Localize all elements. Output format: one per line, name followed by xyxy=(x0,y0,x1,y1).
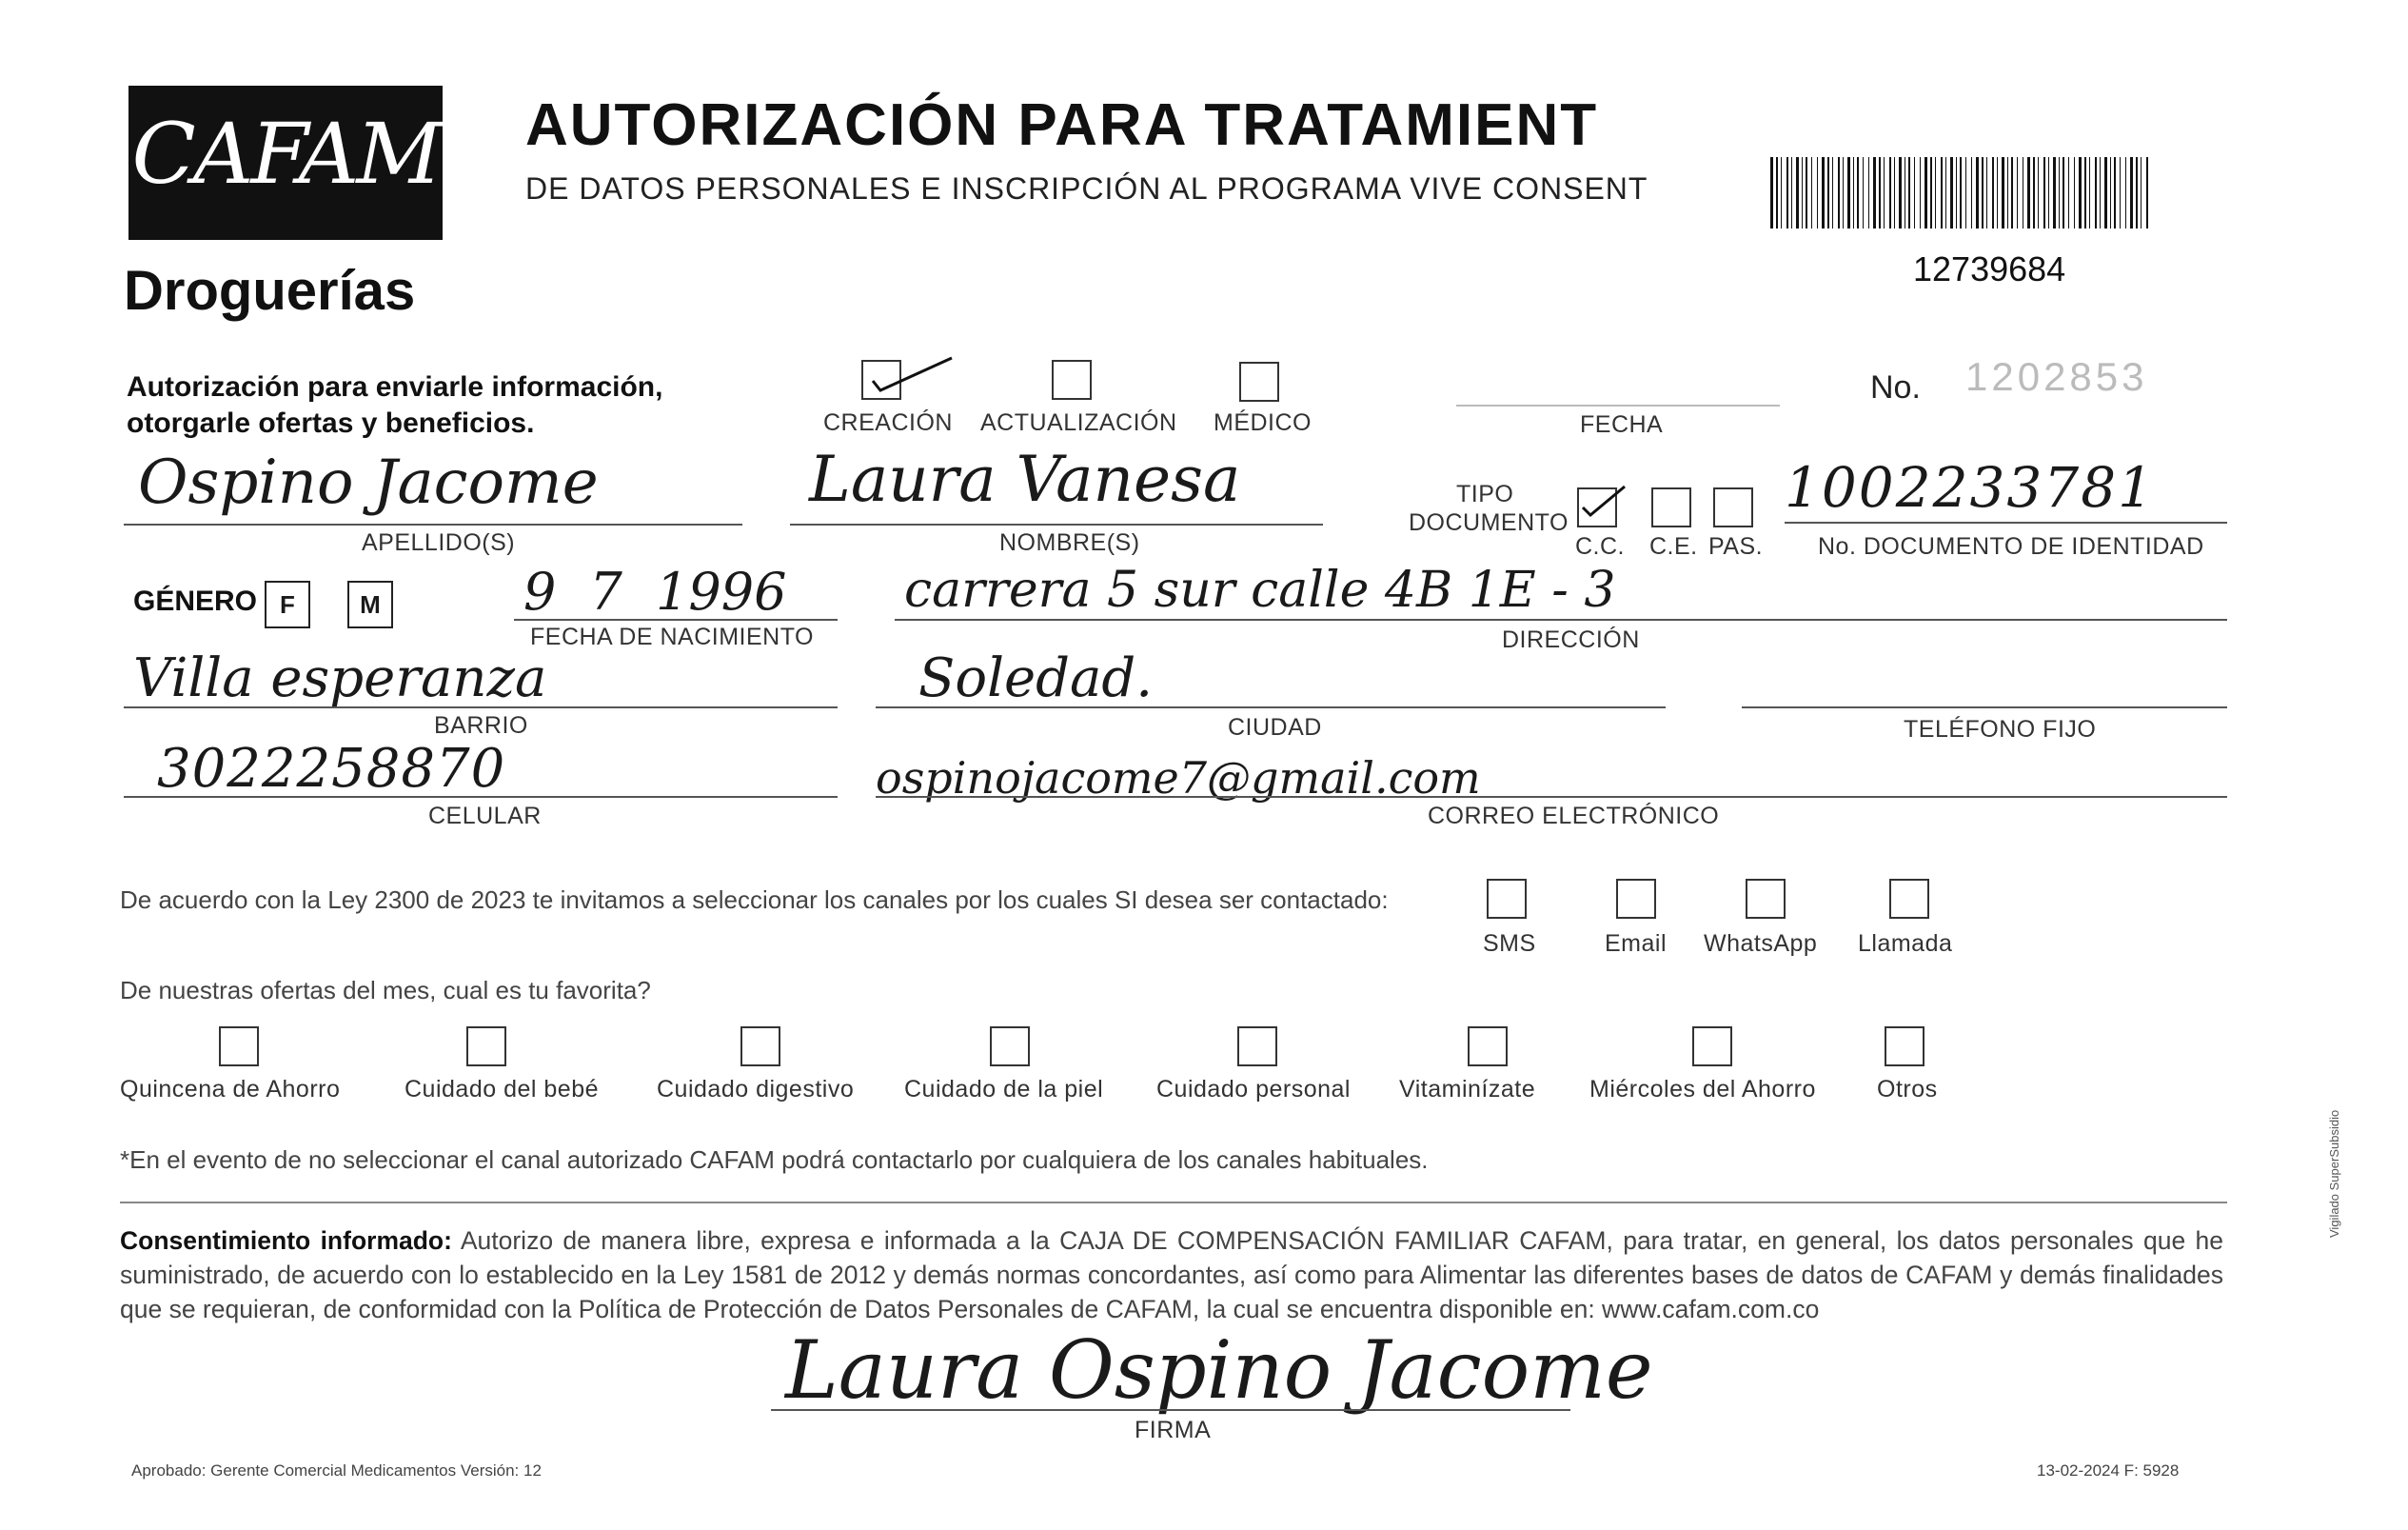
offer-personal-checkbox[interactable] xyxy=(1237,1026,1277,1066)
medico-checkbox[interactable] xyxy=(1239,362,1279,402)
direccion-line xyxy=(895,619,2227,621)
nombres-label: NOMBRE(S) xyxy=(999,529,1140,556)
pas-label: PAS. xyxy=(1708,533,1764,560)
fecha-nacimiento-value: 9 7 1996 xyxy=(523,562,787,622)
medico-label: MÉDICO xyxy=(1214,409,1312,436)
barcode-bar xyxy=(1889,157,1891,229)
barcode-bar xyxy=(2068,157,2069,229)
barcode-bar xyxy=(1982,157,1984,229)
pas-checkbox[interactable] xyxy=(1713,487,1753,527)
offer-bebe-label: Cuidado del bebé xyxy=(405,1076,599,1103)
sms-checkbox[interactable] xyxy=(1487,879,1527,919)
consent-paragraph xyxy=(120,1223,2223,1326)
barcode-bar xyxy=(2100,157,2101,229)
barcode-bar xyxy=(1791,157,1792,229)
brand-name: Droguerías xyxy=(124,260,416,322)
barcode-bar xyxy=(1965,157,1966,229)
barcode-bar xyxy=(2048,157,2049,229)
barcode-bar xyxy=(1992,157,1994,229)
barcode-bar xyxy=(1941,157,1943,229)
barcode-bar xyxy=(2114,157,2116,229)
ce-label: C.E. xyxy=(1649,533,1698,560)
offer-miercoles-checkbox[interactable] xyxy=(1692,1026,1732,1066)
email-checkbox[interactable] xyxy=(1616,879,1656,919)
direccion-label: DIRECCIÓN xyxy=(1502,626,1640,653)
barcode-bar xyxy=(2110,157,2111,229)
correo-value: ospinojacome7@gmail.com xyxy=(876,752,1481,804)
barcode-bar xyxy=(2079,157,2082,229)
barcode-bar xyxy=(1822,157,1825,229)
barcode-bar xyxy=(1879,157,1881,229)
barcode-bar xyxy=(1796,157,1799,229)
barcode-bar xyxy=(1811,157,1812,229)
barcode-bar xyxy=(2007,157,2008,229)
ce-checkbox[interactable] xyxy=(1651,487,1691,527)
nombres-value: Laura Vanesa xyxy=(809,443,1241,516)
whatsapp-label: WhatsApp xyxy=(1704,930,1818,957)
apellidos-label: APELLIDO(S) xyxy=(362,529,516,556)
consent-title: Consentimiento informado: xyxy=(120,1226,452,1255)
barcode-bar xyxy=(1843,157,1844,229)
barcode-bar xyxy=(1802,157,1803,229)
barcode-bar xyxy=(2146,157,2148,229)
barcode-bar xyxy=(1908,157,1910,229)
authorization-text xyxy=(127,369,662,442)
barcode-bar xyxy=(2074,157,2075,229)
form-subtitle: DE DATOS PERSONALES E INSCRIPCIÓN AL PROGRAMA VIVE CONSENT xyxy=(525,171,1648,206)
barcode-bar xyxy=(2002,157,2004,229)
offers-question: De nuestras ofertas del mes, cual es tu favorita? xyxy=(120,976,651,1004)
correo-label: CORREO ELECTRÓNICO xyxy=(1428,803,1720,829)
form-number-label: No. xyxy=(1870,369,1921,406)
consent-text: Autorizo de manera libre, expresa e informada a la CAJA DE COMPENSACIÓN FAMILIAR CAFAM, para tratar, en general, los datos personales que he suministrado, de acuerdo con lo establecido en la Ley 1581 de 2012 y demás normas concordantes, así como para Alimentar las diferentes bases de datos de CAFAM y demás finalidades que se requieran, de conformidad con la Política de Protección de Datos Personales de CAFAM, la cual se encuentra disponible en: www.cafam.com.co xyxy=(120,1226,2223,1323)
sms-label: SMS xyxy=(1483,930,1536,957)
barcode xyxy=(1770,157,2151,229)
barcode-bar xyxy=(2120,157,2121,229)
offer-quincena-label: Quincena de Ahorro xyxy=(120,1076,341,1103)
apellidos-value: Ospino Jacome xyxy=(138,447,599,518)
barcode-number: 12739684 xyxy=(1913,249,2066,288)
barcode-bar xyxy=(1930,157,1932,229)
barcode-bar xyxy=(1847,157,1850,229)
whatsapp-checkbox[interactable] xyxy=(1746,879,1786,919)
ciudad-label: CIUDAD xyxy=(1228,714,1322,741)
fecha-nacimiento-label: FECHA DE NACIMIENTO xyxy=(530,624,814,650)
telefono-line xyxy=(1742,706,2227,708)
divider xyxy=(120,1202,2227,1203)
direccion-value: carrera 5 sur calle 4B 1E - 3 xyxy=(904,562,1616,619)
barcode-bar xyxy=(2136,157,2138,229)
barcode-bar xyxy=(1924,157,1927,229)
celular-value: 3022258870 xyxy=(157,738,506,800)
barrio-label: BARRIO xyxy=(434,712,528,739)
barcode-bar xyxy=(1997,157,1998,229)
authorization-line1: Autorización para enviarle información, xyxy=(127,371,663,403)
offer-quincena-checkbox[interactable] xyxy=(219,1026,259,1066)
barcode-bar xyxy=(2141,157,2142,229)
llamada-checkbox[interactable] xyxy=(1889,879,1929,919)
offer-otros-checkbox[interactable] xyxy=(1885,1026,1924,1066)
fecha-line xyxy=(1456,405,1780,407)
barcode-bar xyxy=(1894,157,1895,229)
footer-date-code: 13-02-2024 F: 5928 xyxy=(2037,1461,2180,1480)
documento-value: 1002233781 xyxy=(1785,455,2156,520)
logo-text: CAFAM xyxy=(131,105,440,203)
footer-approved: Aprobado: Gerente Comercial Medicamentos Versión: 12 xyxy=(131,1461,542,1480)
barcode-bar xyxy=(1857,157,1859,229)
barcode-bar xyxy=(1950,157,1953,229)
barcode-bar xyxy=(2104,157,2107,229)
side-legal-text: Vigilado SuperSubsidio xyxy=(2327,1109,2341,1238)
barcode-bar xyxy=(1976,157,1979,229)
documento-line xyxy=(1785,522,2227,524)
barcode-bar xyxy=(1832,157,1833,229)
barcode-bar xyxy=(1873,157,1876,229)
channels-question: De acuerdo con la Ley 2300 de 2023 te invitamos a seleccionar los canales por los cuales SI desea ser contactado: xyxy=(120,885,1389,914)
barcode-bar xyxy=(1868,157,1869,229)
actualizacion-checkbox[interactable] xyxy=(1052,360,1092,400)
cc-label: C.C. xyxy=(1575,533,1625,560)
email-label: Email xyxy=(1605,930,1668,957)
barcode-bar xyxy=(2125,157,2126,229)
barcode-bar xyxy=(1838,157,1840,229)
creacion-label: CREACIÓN xyxy=(823,409,953,436)
barcode-bar xyxy=(2033,157,2035,229)
barcode-bar xyxy=(2059,157,2060,229)
ciudad-line xyxy=(876,706,1666,708)
fecha-label: FECHA xyxy=(1580,411,1664,438)
offer-miercoles-label: Miércoles del Ahorro xyxy=(1589,1076,1816,1103)
barcode-bar xyxy=(1884,157,1885,229)
documento-label: No. DOCUMENTO DE IDENTIDAD xyxy=(1818,533,2204,560)
cc-check-icon xyxy=(1575,481,1632,519)
barcode-bar xyxy=(2063,157,2064,229)
offer-vitaminizate-checkbox[interactable] xyxy=(1468,1026,1508,1066)
offer-piel-checkbox[interactable] xyxy=(990,1026,1030,1066)
actualizacion-label: ACTUALIZACIÓN xyxy=(980,409,1177,436)
barcode-bar xyxy=(1776,157,1778,229)
offer-piel-label: Cuidado de la piel xyxy=(904,1076,1104,1103)
celular-line xyxy=(124,796,838,798)
offer-bebe-checkbox[interactable] xyxy=(466,1026,506,1066)
fecha-nacimiento-line xyxy=(514,619,838,621)
channel-note: *En el evento de no seleccionar el canal autorizado CAFAM podrá contactarlo por cualquiera de los canales habituales. xyxy=(120,1145,1429,1174)
genero-m-box[interactable]: M xyxy=(347,581,393,628)
offer-otros-label: Otros xyxy=(1877,1076,1938,1103)
barrio-value: Villa esperanza xyxy=(133,647,547,709)
offer-personal-label: Cuidado personal xyxy=(1156,1076,1351,1103)
barcode-bar xyxy=(1863,157,1864,229)
llamada-label: Llamada xyxy=(1858,930,1953,957)
documento-tipo-label: DOCUMENTO xyxy=(1409,509,1569,536)
barcode-bar xyxy=(1786,157,1788,229)
barcode-bar xyxy=(1986,157,1987,229)
barcode-bar xyxy=(1935,157,1936,229)
barcode-bar xyxy=(1806,157,1807,229)
barcode-bar xyxy=(2084,157,2086,229)
barcode-bar xyxy=(1920,157,1921,229)
barcode-bar xyxy=(1817,157,1818,229)
offer-digestivo-checkbox[interactable] xyxy=(740,1026,780,1066)
barcode-bar xyxy=(2011,157,2013,229)
nombres-line xyxy=(790,524,1323,526)
barcode-bar xyxy=(1914,157,1915,229)
barcode-bar xyxy=(2095,157,2097,229)
genero-f-box[interactable]: F xyxy=(265,581,310,628)
signature-label: FIRMA xyxy=(1135,1417,1212,1443)
authorization-line2: otorgarle ofertas y beneficios. xyxy=(127,407,535,439)
genero-label: GÉNERO xyxy=(133,586,258,617)
barcode-bar xyxy=(1770,157,1773,229)
tipo-label: TIPO xyxy=(1456,481,1514,507)
barcode-bar xyxy=(1945,157,1946,229)
barcode-bar xyxy=(2038,157,2039,229)
barcode-bar xyxy=(1827,157,1829,229)
correo-line xyxy=(876,796,2227,798)
barcode-bar xyxy=(2043,157,2045,229)
barcode-bar xyxy=(1956,157,1957,229)
offer-vitaminizate-label: Vitaminízate xyxy=(1399,1076,1536,1103)
barcode-bar xyxy=(2027,157,2030,229)
telefono-label: TELÉFONO FIJO xyxy=(1904,716,2097,743)
signature-value: Laura Ospino Jacome xyxy=(785,1323,1653,1417)
apellidos-line xyxy=(124,524,742,526)
ciudad-value: Soledad. xyxy=(918,647,1154,709)
barcode-bar xyxy=(2017,157,2018,229)
signature-line xyxy=(771,1409,1570,1411)
form-title: AUTORIZACIÓN PARA TRATAMIENT xyxy=(525,92,1599,158)
offer-digestivo-label: Cuidado digestivo xyxy=(657,1076,855,1103)
barcode-bar xyxy=(2053,157,2056,229)
barcode-bar xyxy=(1960,157,1962,229)
barcode-bar xyxy=(1971,157,1972,229)
barcode-bar xyxy=(1899,157,1902,229)
barcode-bar xyxy=(1853,157,1854,229)
celular-label: CELULAR xyxy=(428,803,542,829)
check-mark-icon xyxy=(861,350,957,398)
barcode-bar xyxy=(1781,157,1782,229)
barcode-bar xyxy=(2089,157,2090,229)
barrio-line xyxy=(124,706,838,708)
barcode-bar xyxy=(2130,157,2133,229)
form-number: 1202853 xyxy=(1965,354,2148,399)
